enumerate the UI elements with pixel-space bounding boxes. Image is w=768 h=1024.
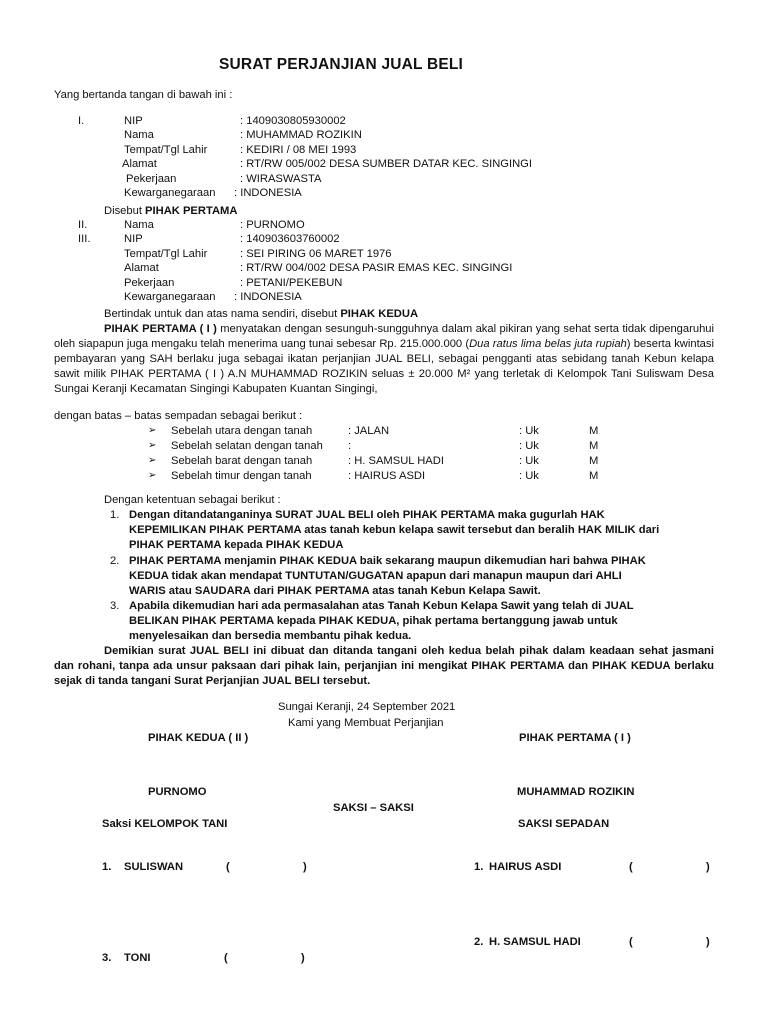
provision-line: PIHAK PERTAMA menjamin PIHAK KEDUA baik sekarang maupun dikemudian hari bahwa PIHAK: [129, 555, 646, 567]
witness-group-right-title: SAKSI SEPADAN: [518, 818, 610, 830]
party1-label: Nama: [124, 129, 154, 141]
boundary-unit: M: [589, 470, 599, 482]
party2-label: NIP: [124, 233, 143, 245]
party2-label: Nama: [124, 219, 154, 231]
boundary-uk: : Uk: [519, 455, 539, 467]
witness-number: 3.: [102, 952, 112, 964]
provisions-intro: Dengan ketentuan sebagai berikut :: [104, 494, 281, 506]
bullet-arrow-icon: ➢: [148, 440, 157, 451]
provision-line: Dengan ditandatanganinya SURAT JUAL BELI oleh PIHAK PERTAMA maka gugurlah HAK: [129, 509, 605, 521]
boundary-side: Sebelah selatan dengan tanah: [171, 440, 323, 452]
bullet-arrow-icon: ➢: [148, 455, 157, 466]
witness-group-left-title: Saksi KELOMPOK TANI: [102, 818, 228, 830]
made-by: Kami yang Membuat Perjanjian: [288, 717, 444, 729]
boundary-with: : HAIRUS ASDI: [348, 470, 426, 482]
witness-name: SULISWAN: [124, 861, 184, 873]
signature-bracket-open: (: [629, 861, 633, 873]
boundary-unit: M: [589, 455, 599, 467]
party1-label: Kewarganegaraan: [124, 187, 216, 199]
party2-designation: Bertindak untuk dan atas nama sendiri, disebut PIHAK KEDUA: [104, 308, 419, 320]
provision-number: 2.: [110, 555, 120, 567]
party1-value: : RT/RW 005/002 DESA SUMBER DATAR KEC. SINGINGI: [240, 158, 532, 170]
party1-value: : 1409030805930002: [240, 115, 346, 127]
party2-label: Kewarganegaraan: [124, 291, 216, 303]
party1-value: : INDONESIA: [234, 187, 302, 199]
place-date: Sungai Keranji, 24 September 2021: [278, 701, 456, 713]
party1-value: : KEDIRI / 08 MEI 1993: [240, 144, 357, 156]
witness-number: 2.: [474, 936, 484, 948]
signature-bracket-open: (: [224, 952, 228, 964]
bullet-arrow-icon: ➢: [148, 470, 157, 481]
signature-bracket-open: (: [226, 861, 230, 873]
party2-value: : 140903603760002: [240, 233, 340, 245]
party1-label: Pekerjaan: [126, 173, 177, 185]
witnesses-title: SAKSI – SAKSI: [333, 802, 414, 814]
party1-number: I.: [78, 115, 85, 127]
party-two-sign-label: PIHAK KEDUA ( II ): [148, 732, 249, 744]
party-one-sign-label: PIHAK PERTAMA ( I ): [519, 732, 631, 744]
witness-name: HAIRUS ASDI: [489, 861, 562, 873]
party-one-name: MUHAMMAD ROZIKIN: [517, 786, 635, 798]
witness-name: TONI: [124, 952, 151, 964]
party1-label: Tempat/Tgl Lahir: [124, 144, 208, 156]
party1-value: : WIRASWASTA: [240, 173, 322, 185]
provision-line: menyelesaikan dan bersedia membantu pihak kedua.: [129, 630, 412, 642]
party2-label: Pekerjaan: [124, 277, 175, 289]
party1-designation: Disebut PIHAK PERTAMA: [104, 205, 238, 217]
boundary-side: Sebelah timur dengan tanah: [171, 470, 312, 482]
provision-line: WARIS atau SAUDARA dari PIHAK PERTAMA atas tanah Kebun Kelapa Sawit.: [129, 585, 541, 597]
witness-number: 1.: [474, 861, 484, 873]
party2-label: Tempat/Tgl Lahir: [124, 248, 208, 260]
provision-number: 3.: [110, 600, 120, 612]
boundary-uk: : Uk: [519, 425, 539, 437]
signature-bracket-close: ): [706, 936, 710, 948]
party-two-name: PURNOMO: [148, 786, 207, 798]
signature-bracket-close: ): [301, 952, 305, 964]
boundary-with: : H. SAMSUL HADI: [348, 455, 444, 467]
provision-line: KEDUA tidak akan mendapat TUNTUTAN/GUGATAN apapun dari manapun maupun dari AHLI: [129, 570, 622, 582]
provision-number: 1.: [110, 509, 120, 521]
boundary-with: : JALAN: [348, 425, 390, 437]
party2-label: Alamat: [124, 262, 159, 274]
boundary-side: Sebelah utara dengan tanah: [171, 425, 313, 437]
boundary-intro: dengan batas – batas sempadan sebagai berikut :: [54, 410, 303, 422]
witness-name: H. SAMSUL HADI: [489, 936, 581, 948]
party2-value: : RT/RW 004/002 DESA PASIR EMAS KEC. SINGINGI: [240, 262, 513, 274]
provision-line: PIHAK PERTAMA kepada PIHAK KEDUA: [129, 539, 344, 551]
witness-number: 1.: [102, 861, 112, 873]
signature-bracket-close: ): [706, 861, 710, 873]
agreement-paragraph: PIHAK PERTAMA ( I ) menyatakan dengan sesunguh-sungguhnya dalam akal pikiran yang sehat serta tidak dipengaruhui oleh siapapun juga mengaku telah menerima uang tunai sebesar Rp. 215.000.000 (Dua ratus lima belas juta rupiah) beserta kwintasi pembayaran yang SAH berlaku juga sebagai ikatan perjanjian JUAL BELI, sebagai pengganti atas sebidang tanah Kebun kelapa sawit milik PIHAK PERTAMA ( I ) A.N MUHAMMAD ROZIKIN seluas ± 20.000 M² yang terletak di Kelompok Tani Suliswam Desa Sungai Keranji Kecamatan Singingi Kabupaten Kuantan Singingi,: [54, 323, 715, 395]
party1-label: Alamat: [122, 158, 157, 170]
bullet-arrow-icon: ➢: [148, 425, 157, 436]
boundary-unit: M: [589, 440, 599, 452]
boundary-with: :: [348, 440, 352, 452]
party2-value: : SEI PIRING 06 MARET 1976: [240, 248, 392, 260]
signature-bracket-open: (: [629, 936, 633, 948]
party2-value: : INDONESIA: [234, 291, 302, 303]
party1-label: NIP: [124, 115, 143, 127]
party2-value: : PURNOMO: [240, 219, 305, 231]
closing-paragraph: Demikian surat JUAL BELI ini dibuat dan ditanda tangani oleh kedua belah pihak dalam keadaan sehat jasmani dan rohani, tanpa ada unsur paksaan dari pihak lain, perjanjian ini mengikat PIHAK PERTAMA dan PIHAK KEDUA berlaku sejak di tanda tangani Surat Perjanjian JUAL BELI tersebut.: [54, 645, 714, 687]
document-title: SURAT PERJANJIAN JUAL BELI: [219, 56, 464, 73]
intro-text: Yang bertanda tangan di bawah ini :: [54, 89, 233, 101]
signature-bracket-close: ): [303, 861, 307, 873]
party2-value: : PETANI/PEKEBUN: [240, 277, 343, 289]
provision-line: BELIKAN PIHAK PERTAMA kepada PIHAK KEDUA, pihak pertama bertanggung jawab untuk: [129, 615, 618, 627]
party2-number: II.: [78, 219, 88, 231]
boundary-side: Sebelah barat dengan tanah: [171, 455, 313, 467]
boundary-uk: : Uk: [519, 440, 539, 452]
boundary-unit: M: [589, 425, 599, 437]
provision-line: KEPEMILIKAN PIHAK PERTAMA atas tanah kebun kelapa sawit tersebut dan beralih HAK MILIK dari: [129, 524, 660, 536]
provision-line: Apabila dikemudian hari ada permasalahan atas Tanah Kebun Kelapa Sawit yang telah di JUAL: [129, 600, 634, 612]
boundary-uk: : Uk: [519, 470, 539, 482]
party2-number: III.: [78, 233, 91, 245]
party1-value: : MUHAMMAD ROZIKIN: [240, 129, 362, 141]
